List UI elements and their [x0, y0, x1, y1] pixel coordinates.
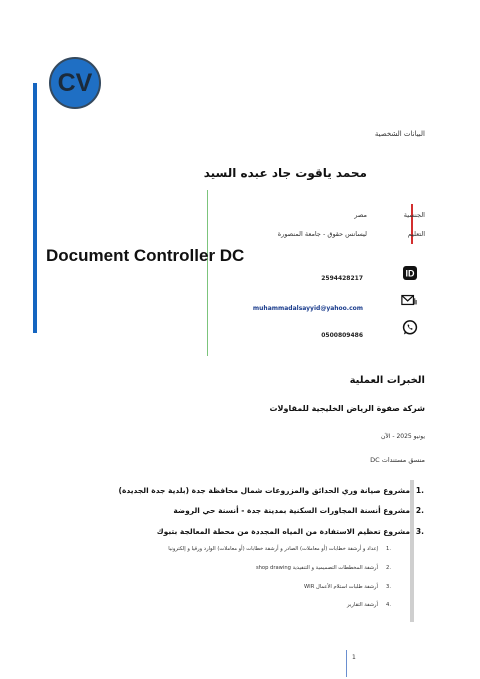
nationality-value: مصر — [354, 211, 367, 219]
cv-badge-text: CV — [57, 68, 93, 97]
project-item — [118, 486, 424, 495]
project-text: مشروع صيانة وري الحدائق والمزروعات شمال محافظة جدة (بلدية جدة الجديدة) — [118, 486, 410, 495]
person-name: محمد ياقوت جاد عبده السيد — [203, 166, 367, 180]
id-number: 2594428217 — [321, 275, 363, 282]
whatsapp-icon — [402, 319, 418, 335]
email-address[interactable]: muhammadalsayyid@yahoo.com — [252, 305, 363, 312]
personal-section-label: البيانات الشخصية — [374, 130, 425, 138]
cv-badge — [49, 57, 101, 109]
task-item — [304, 584, 391, 590]
task-text: إعداد و أرشفة خطابات (أو معاملات) الصادر و أرشفة خطابات (أو معاملات) الوارد ورقيا و إلكترونيا — [168, 546, 378, 552]
education-value: ليسانس حقوق - جامعة المنصورة — [277, 230, 367, 238]
experience-heading: الخبرات العملية — [349, 375, 425, 386]
task-text: أرشفة التقارير — [347, 602, 378, 608]
red-divider — [411, 204, 413, 244]
green-divider — [207, 190, 208, 356]
task-number: .4 — [386, 602, 391, 608]
task-number: .3 — [386, 584, 391, 590]
role-title: منسق مستندات DC — [370, 456, 425, 464]
nationality-label: الجنسية — [403, 211, 425, 219]
task-item — [255, 565, 391, 571]
task-item — [347, 602, 391, 608]
project-number: .3 — [415, 527, 424, 536]
task-item — [168, 546, 391, 552]
phone-number[interactable]: 0500809486 — [321, 332, 363, 339]
project-text: مشروع تعظيم الاستفادة من المياه المجددة من محطة المعالجة بتبوك — [156, 527, 410, 536]
page-number: 1 — [352, 654, 356, 661]
project-text: مشروع أنسنة المجاورات السكنية بمدينة جدة - أنسنة حي الروضة — [173, 506, 410, 515]
employment-date: يونيو 2025 - الآن — [380, 433, 425, 440]
tasks-side-bar — [410, 480, 414, 622]
project-number: .1 — [415, 486, 424, 495]
project-item — [156, 527, 424, 536]
page-number-divider — [346, 650, 347, 677]
task-number: .1 — [386, 546, 391, 552]
task-text: أرشفة المخططات التصميمية و التنفيذية shop drawing — [255, 565, 378, 571]
left-accent-bar — [33, 83, 37, 333]
task-number: .2 — [386, 565, 391, 571]
education-label: التعليم — [407, 230, 425, 238]
task-text: أرشفة طلبات استلام الأعمال WIR — [304, 584, 378, 590]
project-item — [173, 506, 424, 515]
id-card-icon — [402, 265, 418, 281]
envelope-icon — [401, 292, 417, 308]
job-title: Document Controller DC — [46, 246, 245, 265]
company-name: شركة صفوة الرياض الخليجية للمقاولات — [269, 404, 425, 413]
svg-text:ID: ID — [405, 268, 415, 279]
project-number: .2 — [415, 506, 424, 515]
